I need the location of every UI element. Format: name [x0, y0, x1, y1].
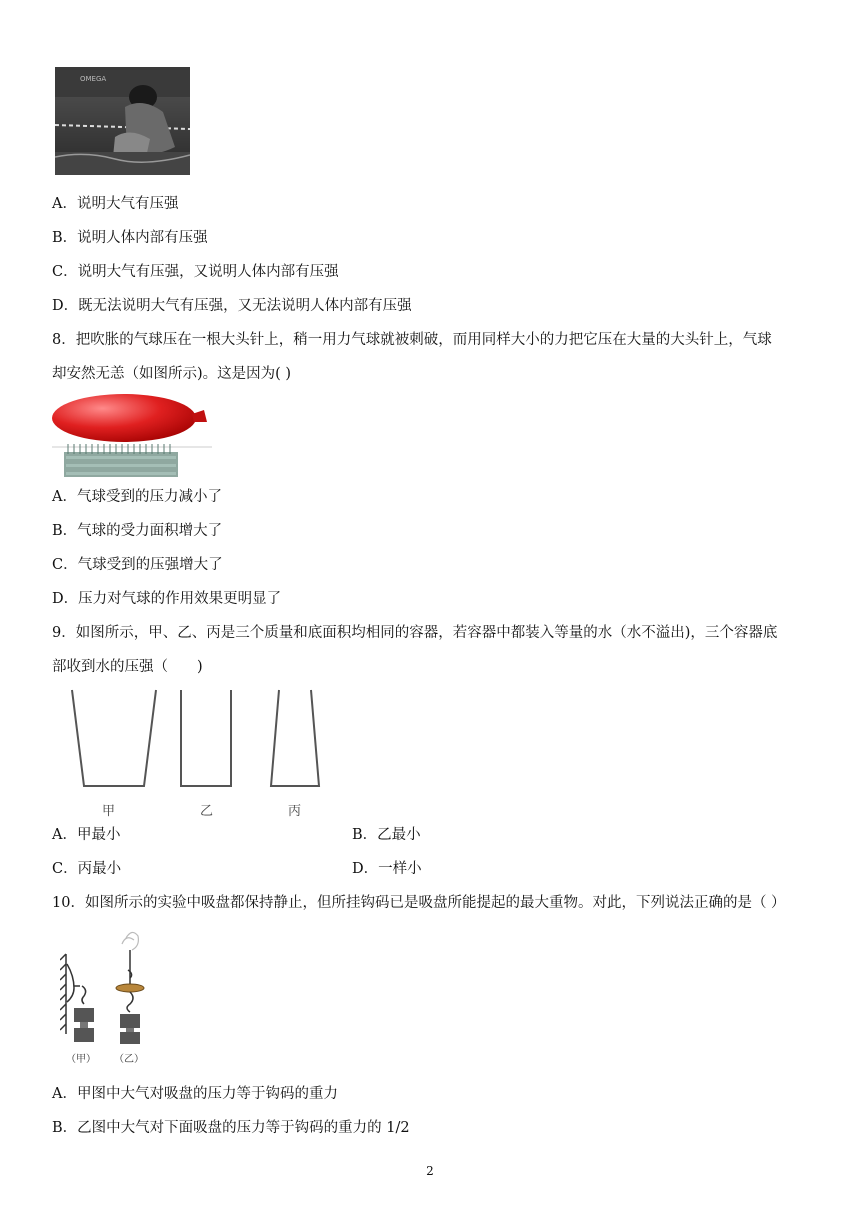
label-yi-cup: （乙） — [114, 1054, 144, 1065]
q7-option-a: A．说明大气有压强 — [52, 196, 179, 212]
svg-text:OMEGA: OMEGA — [80, 75, 107, 83]
q8-option-d: D．压力对气球的作用效果更明显了 — [52, 591, 282, 607]
label-jia-cup: （甲） — [66, 1054, 96, 1065]
label-yi: 乙 — [200, 804, 214, 819]
swimmer-photo — [55, 67, 190, 175]
label-bing: 丙 — [288, 804, 302, 819]
q7-option-d: D．既无法说明大气有压强，又无法说明人体内部有压强 — [52, 298, 412, 314]
suction-cup-figure — [60, 926, 170, 1068]
label-jia: 甲 — [102, 804, 116, 819]
q8-option-c: C．气球受到的压强增大了 — [52, 557, 223, 573]
q8-stem-line1: 8．把吹胀的气球压在一根大头针上，稍一用力气球就被刺破，而用同样大小的力把它压在大量的大头针上，气球 — [52, 332, 772, 348]
containers-figure — [60, 688, 330, 823]
q7-option-c: C．说明大气有压强，又说明人体内部有压强 — [52, 264, 339, 280]
container-yi — [181, 690, 231, 786]
balloon-on-pins-figure — [52, 392, 212, 480]
q8-stem-line2: 却安然无恙（如图所示)。这是因为( ) — [52, 366, 292, 382]
q10-stem: 10．如图所示的实验中吸盘都保持静止，但所挂钩码已是吸盘所能提起的最大重物。对此，下列说法正确的是（ ） — [52, 895, 786, 911]
q10-option-b: B．乙图中大气对下面吸盘的压力等于钩码的重力的 1/2 — [52, 1120, 410, 1136]
q8-option-a: A．气球受到的压力减小了 — [52, 489, 222, 505]
q10-option-a: A．甲图中大气对吸盘的压力等于钩码的重力 — [52, 1086, 338, 1102]
q9-option-b: B．乙最小 — [352, 827, 421, 843]
q9-option-d: D．一样小 — [352, 861, 422, 877]
q9-stem-line2: 部收到水的压强（ ) — [52, 659, 203, 675]
q9-option-c: C．丙最小 — [52, 861, 122, 877]
q9-stem-line1: 9．如图所示，甲、乙、丙是三个质量和底面积均相同的容器，若容器中都装入等量的水（水不溢出)，三个容器底 — [52, 625, 778, 641]
q9-option-a: A．甲最小 — [52, 827, 121, 843]
container-bing — [271, 690, 319, 786]
page-number: 2 — [426, 1164, 434, 1178]
q7-option-b: B．说明人体内部有压强 — [52, 230, 208, 246]
q8-option-b: B．气球的受力面积增大了 — [52, 523, 223, 539]
container-jia — [72, 690, 156, 786]
